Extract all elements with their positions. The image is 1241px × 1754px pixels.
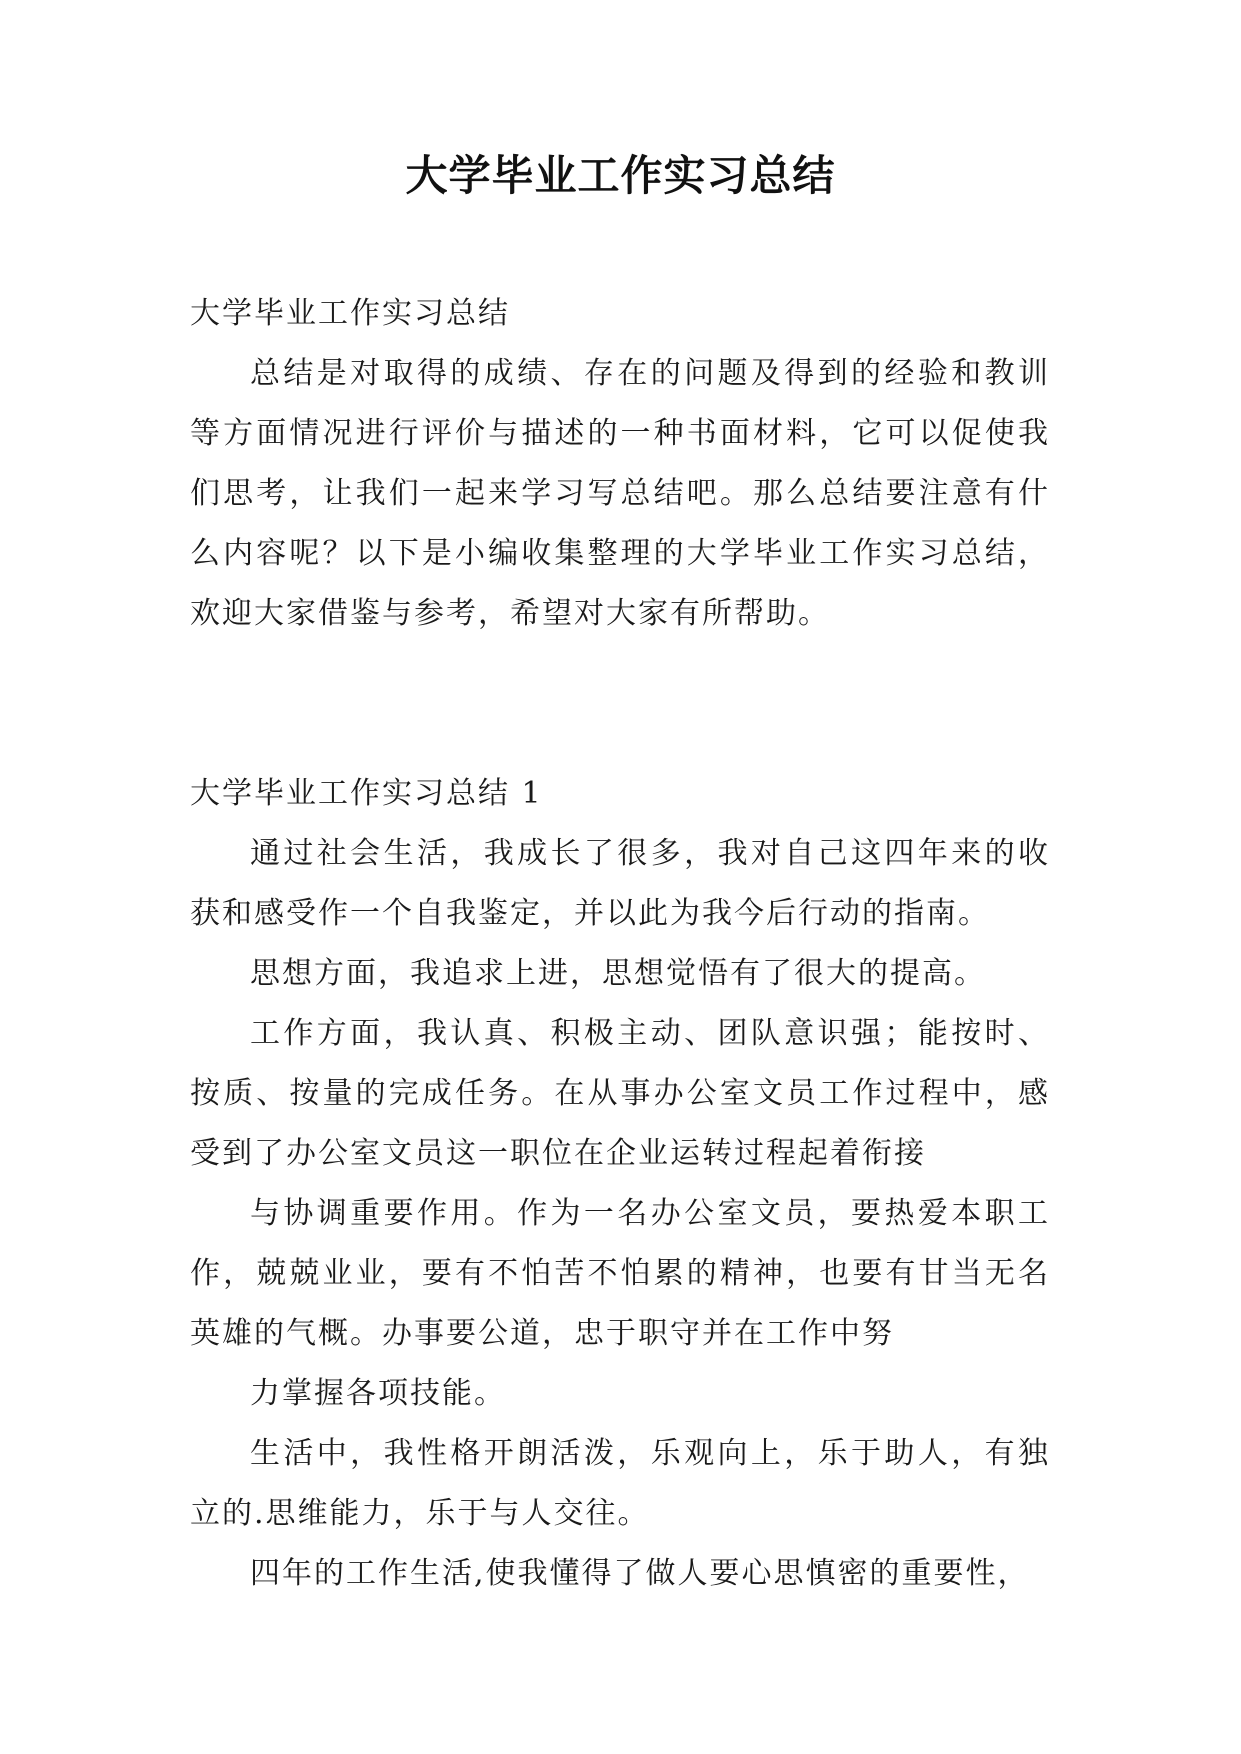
paragraph-line: 获和感受作一个自我鉴定，并以此为我今后行动的指南。	[190, 896, 990, 931]
paragraph-line: 作，兢兢业业，要有不怕苦不怕累的精神，也要有甘当无名	[190, 1256, 1050, 1291]
intro-paragraph	[190, 344, 1050, 644]
paragraph-line: 按质、按量的完成任务。在从事办公室文员工作过程中，感	[190, 1076, 1050, 1111]
section-heading: 大学毕业工作实习总结	[190, 296, 510, 331]
paragraph	[190, 1004, 1050, 1184]
paragraph-line: 们思考，让我们一起来学习写总结吧。那么总结要注意有什	[190, 476, 1050, 511]
paragraph	[190, 944, 1050, 1004]
paragraph-line: 思想方面，我追求上进，思想觉悟有了很大的提高。	[250, 956, 986, 991]
paragraph-line: 通过社会生活，我成长了很多，我对自己这四年来的收	[250, 836, 1050, 871]
paragraph	[190, 1184, 1050, 1364]
paragraph	[190, 1424, 1050, 1544]
paragraph-line: 工作方面，我认真、积极主动、团队意识强；能按时、	[250, 1016, 1050, 1051]
section-heading: 大学毕业工作实习总结 1	[190, 776, 543, 811]
paragraph-line: 欢迎大家借鉴与参考，希望对大家有所帮助。	[190, 596, 830, 631]
paragraph-line: 么内容呢？以下是小编收集整理的大学毕业工作实习总结，	[190, 536, 1050, 571]
paragraph-line: 总结是对取得的成绩、存在的问题及得到的经验和教训	[250, 356, 1050, 391]
paragraph-line: 等方面情况进行评价与描述的一种书面材料，它可以促使我	[190, 416, 1050, 451]
paragraph-line: 与协调重要作用。作为一名办公室文员，要热爱本职工	[250, 1196, 1050, 1231]
document-body	[190, 284, 1050, 1604]
paragraph-line: 力掌握各项技能。	[250, 1376, 506, 1411]
paragraph	[190, 824, 1050, 944]
section-gap	[190, 644, 1050, 764]
paragraph	[190, 1544, 1050, 1604]
paragraph-line: 生活中，我性格开朗活泼，乐观向上，乐于助人，有独	[250, 1436, 1050, 1471]
paragraph-line: 受到了办公室文员这一职位在企业运转过程起着衔接	[190, 1136, 926, 1171]
paragraph	[190, 1364, 1050, 1424]
document-title: 大学毕业工作实习总结	[405, 151, 836, 200]
paragraph-line: 立的.思维能力，乐于与人交往。	[190, 1496, 650, 1531]
paragraph-line: 四年的工作生活,使我懂得了做人要心思慎密的重要性，	[250, 1556, 1030, 1591]
paragraph-line: 英雄的气概。办事要公道，忠于职守并在工作中努	[190, 1316, 894, 1351]
